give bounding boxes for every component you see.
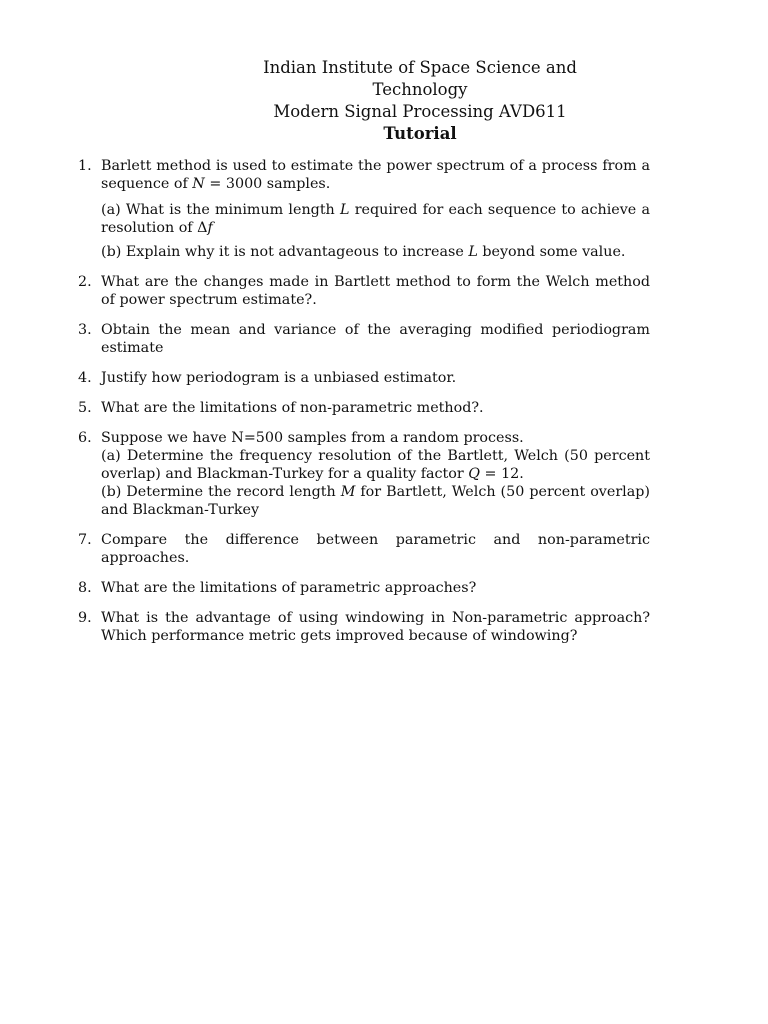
- question-7: [78, 531, 650, 567]
- question-text: What are the limitations of parametric approaches?: [101, 580, 477, 596]
- question-8: [78, 579, 650, 597]
- question-number: 6.: [78, 430, 92, 446]
- question-3: [78, 321, 650, 357]
- question-1-part-b: (b) Explain why it is not advantageous to increase L beyond some value.: [101, 244, 626, 260]
- question-4: [78, 369, 650, 387]
- question-5: [78, 399, 650, 417]
- question-6-part-b: (b) Determine the record length M for Bartlett, Welch (50 percent overlap) and Blackman-Turkey: [101, 484, 651, 518]
- question-number: 5.: [78, 400, 92, 416]
- question-number: 2.: [78, 274, 92, 290]
- course-title: Modern Signal Processing AVD611: [273, 102, 567, 121]
- question-2: [78, 273, 650, 309]
- question-number: 8.: [78, 580, 92, 596]
- question-number: 9.: [78, 610, 92, 626]
- question-1: [78, 157, 650, 261]
- question-text: What are the limitations of non-parametric method?.: [101, 400, 484, 416]
- question-text: Suppose we have N=500 samples from a random process.: [101, 430, 524, 446]
- question-text: Barlett method is used to estimate the power spectrum of a process from a sequence of N = 3000 samples.: [101, 158, 650, 192]
- question-text: What are the changes made in Bartlett method to form the Welch method of power spectrum estimate?.: [101, 274, 650, 308]
- document-header: [0, 57, 768, 145]
- question-list: [78, 157, 650, 657]
- question-text: Obtain the mean and variance of the averaging modified periodiogram estimate: [101, 322, 650, 356]
- question-6: [78, 429, 650, 519]
- question-text: Justify how periodogram is a unbiased estimator.: [101, 370, 457, 386]
- question-6-part-a: (a) Determine the frequency resolution of the Bartlett, Welch (50 percent overlap) and Blackman-Turkey for a quality factor Q = 12.: [101, 448, 650, 482]
- question-9: [78, 609, 650, 645]
- question-number: 3.: [78, 322, 92, 338]
- question-number: 4.: [78, 370, 92, 386]
- question-text: What is the advantage of using windowing in Non-parametric approach? Which performance metric gets improved because of windowing?: [101, 610, 650, 644]
- question-text: Compare the difference between parametric and non-parametric approaches.: [101, 532, 650, 566]
- question-1-part-a: (a) What is the minimum length L required for each sequence to achieve a resolution of Δf: [101, 202, 650, 236]
- question-number: 7.: [78, 532, 92, 548]
- document-kind: Tutorial: [383, 124, 457, 143]
- question-number: 1.: [78, 158, 92, 174]
- institute-name: Indian Institute of Space Science and Technology: [263, 58, 577, 99]
